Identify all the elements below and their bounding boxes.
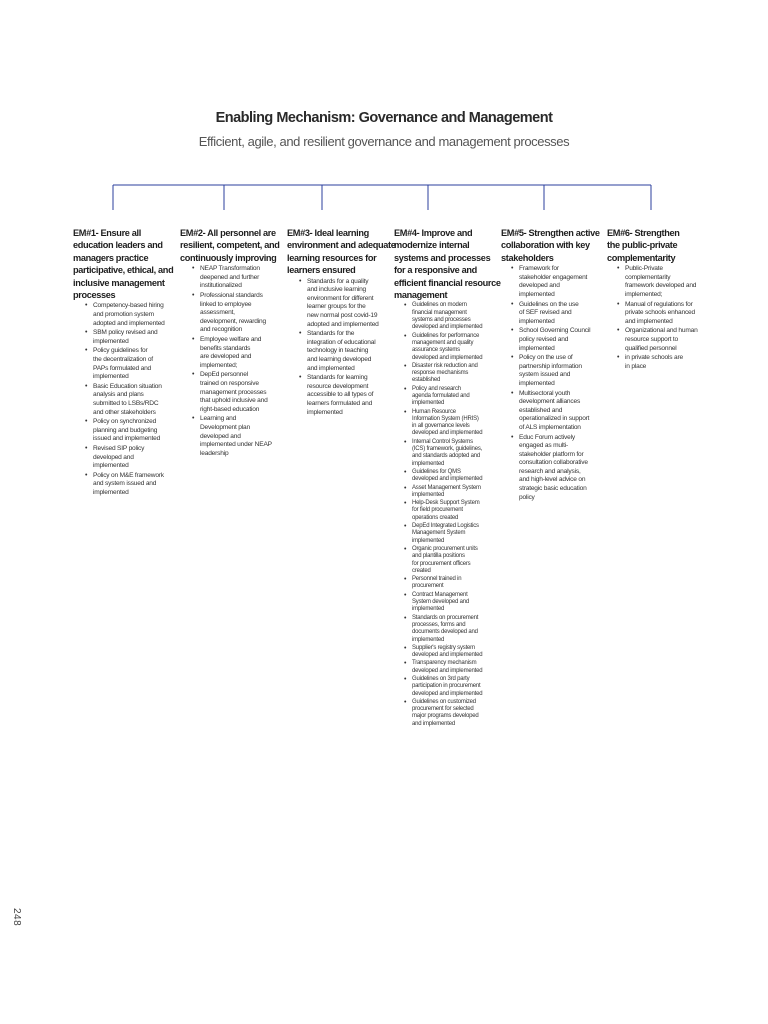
- connector-tree: [0, 0, 768, 240]
- em5-heading: EM#5- Strengthen active collaboration with key stakeholders: [501, 228, 600, 263]
- em2-heading: EM#2- All personnel are resilient, competent, and continuously improving: [180, 228, 280, 263]
- em4-item: • Contract Management System developed and implemented: [404, 592, 506, 614]
- em4-item: • Human Resource Information System (HRIS) in all governance levels developed and implemented: [404, 409, 506, 438]
- em4-heading: EM#4- Improve and modernize internal systems and processes for a responsive and efficient financial resource management: [394, 228, 501, 301]
- column-em6: [607, 227, 717, 372]
- em2-item: • Learning and Development plan developed and implemented under NEAP leadership: [192, 415, 290, 458]
- em5-item: • Multisectoral youth development alliances established and operationalized in support of ALS implementation: [511, 390, 611, 433]
- em4-item: • Guidelines on customized procurement for selected major programs developed and implemented: [404, 699, 506, 728]
- em6-item: • Organizational and human resource support to qualified personnel: [617, 327, 717, 353]
- em1-item: • Competency-based hiring and promotion system adopted and implemented: [85, 302, 181, 328]
- em5-item: • Guidelines on the use of SEF revised and implemented: [511, 301, 611, 327]
- em4-item: • Organic procurement units and plantilla positions for procurement officers created: [404, 546, 506, 575]
- em6-item: • Manual of regulations for private schools enhanced and implemented: [617, 301, 717, 327]
- column-em1: [73, 227, 181, 499]
- em3-item: • Standards for the integration of educational technology in teaching and learning developed and implemented: [299, 330, 399, 373]
- em1-item: • Policy on M&E framework and system issued and implemented: [85, 472, 181, 498]
- em4-item: • Disaster risk reduction and response mechanisms established: [404, 363, 506, 385]
- em4-item: • Guidelines on 3rd party participation in procurement developed and implemented: [404, 676, 506, 698]
- em2-item: • Employee welfare and benefits standards are developed and implemented;: [192, 336, 290, 370]
- em4-item: • Personnel trained in procurement: [404, 576, 506, 591]
- em6-heading: EM#6- Strengthen the public-private complementarity: [607, 228, 680, 263]
- em6-item: • in private schools are in place: [617, 354, 717, 371]
- em1-item: • Policy on synchronized planning and budgeting issued and implemented: [85, 418, 181, 444]
- em6-item: • Public-Private complementarity framework developed and implemented;: [617, 265, 717, 299]
- em3-heading: EM#3- Ideal learning environment and adequate learning resources for learners ensured: [287, 228, 396, 276]
- em1-heading: EM#1- Ensure all education leaders and managers practice participative, ethical, and inclusive management processes: [73, 228, 174, 301]
- em2-item: • Professional standards linked to employee assessment, development, rewarding and recognition: [192, 292, 290, 335]
- em1-item: • Revised SIP policy developed and implemented: [85, 445, 181, 471]
- em5-item: • Framework for stakeholder engagement developed and implemented: [511, 265, 611, 299]
- diagram-subtitle: Efficient, agile, and resilient governance and management processes: [198, 134, 570, 149]
- em4-item: • Guidelines for QMS developed and implemented: [404, 469, 506, 484]
- em4-item: • Guidelines for performance management and quality assurance systems developed and implemented: [404, 333, 506, 362]
- em4-item: • Asset Management System implemented: [404, 485, 506, 500]
- column-em5: [501, 227, 611, 503]
- em4-item: • Internal Control Systems (ICS) framework, guidelines, and standards adopted and implemented: [404, 439, 506, 468]
- em1-item: • SBM policy revised and implemented: [85, 329, 181, 346]
- column-em2: [180, 227, 290, 459]
- em1-item: • Policy guidelines for the decentralization of PAPs formulated and implemented: [85, 347, 181, 381]
- em4-item: • DepEd Integrated Logistics Management System implemented: [404, 523, 506, 545]
- em4-item: • Standards on procurement processes, forms and documents developed and implemented: [404, 615, 506, 644]
- em5-item: • School Governing Council policy revised and implemented: [511, 327, 611, 353]
- page-number: 248: [11, 908, 22, 927]
- em3-item: • Standards for learning resource development accessible to all types of learners formulated and implemented: [299, 374, 399, 417]
- em4-item: • Guidelines on modern financial management systems and processes developed and implemented: [404, 302, 506, 331]
- em3-item: • Standards for a quality and inclusive learning environment for different learner groups for the new normal post covid-19 adopted and implemented: [299, 278, 399, 330]
- em5-item: • Educ Forum actively engaged as multi- stakeholder platform for consultation collaborative research and analysis, and high-level advice on strategic basic education policy: [511, 434, 611, 503]
- em2-item: • DepEd personnel trained on responsive management processes that uphold inclusive and right-based education: [192, 371, 290, 414]
- em2-item: • NEAP Transformation deepened and further institutionalized: [192, 265, 290, 291]
- diagram-title: Enabling Mechanism: Governance and Management: [215, 110, 553, 126]
- column-em4: [394, 227, 506, 729]
- column-em3: [287, 227, 399, 418]
- em4-item: • Supplier's registry system developed and implemented: [404, 645, 506, 660]
- em4-item: • Help-Desk Support System for field procurement operations created: [404, 500, 506, 522]
- em4-item: • Transparency mechanism developed and implemented: [404, 660, 506, 675]
- em1-item: • Basic Education situation analysis and plans submitted to LSBs/RDC and other stakeholders: [85, 383, 181, 417]
- em5-item: • Policy on the use of partnership information system issued and implemented: [511, 354, 611, 388]
- em4-item: • Policy and research agenda formulated and implemented: [404, 386, 506, 408]
